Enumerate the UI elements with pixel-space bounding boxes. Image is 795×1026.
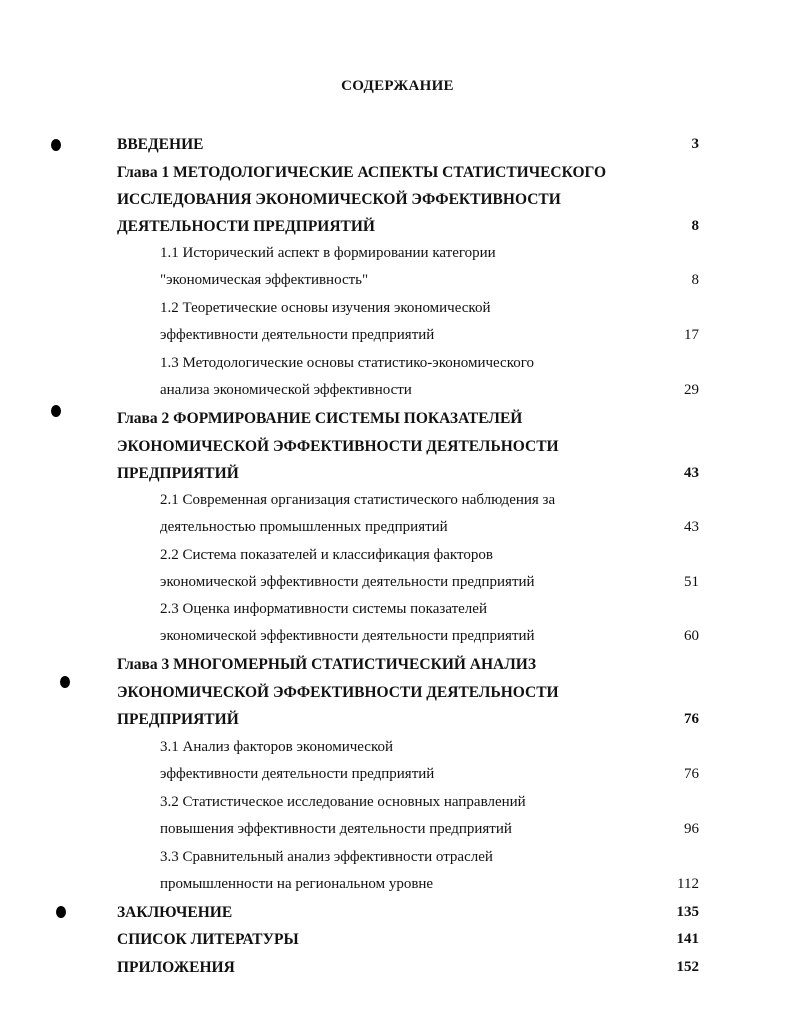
toc-section-2-2-line: 2.2 Система показателей и классификация факторов bbox=[160, 547, 493, 563]
toc-section-3-2-page: 96 bbox=[684, 821, 699, 837]
toc-chapter-3-line: Глава 3 МНОГОМЕРНЫЙ СТАТИСТИЧЕСКИЙ АНАЛИЗ bbox=[117, 656, 537, 673]
toc-section-2-3-line: экономической эффективности деятельности предприятий bbox=[160, 628, 535, 644]
toc-section-1-1-line: "экономическая эффективность" bbox=[160, 272, 369, 288]
toc-chapter-2-line: ПРЕДПРИЯТИЙ bbox=[117, 465, 239, 482]
toc-section-3-3-line: промышленности на региональном уровне bbox=[160, 876, 434, 892]
toc-section-1-2-line: 1.2 Теоретические основы изучения экономической bbox=[160, 300, 491, 316]
toc-chapter-1-line: ДЕЯТЕЛЬНОСТИ ПРЕДПРИЯТИЙ bbox=[117, 218, 375, 235]
toc-section-1-3-page: 29 bbox=[684, 382, 699, 398]
toc-chapter-2-line: Глава 2 ФОРМИРОВАНИЕ СИСТЕМЫ ПОКАЗАТЕЛЕЙ bbox=[117, 410, 523, 427]
toc-intro: ВВЕДЕНИЕ bbox=[117, 136, 204, 153]
toc-section-3-1-page: 76 bbox=[684, 766, 699, 782]
bullet-dot-icon bbox=[51, 139, 61, 151]
toc-references-page: 141 bbox=[676, 931, 699, 947]
toc-section-1-1-page: 8 bbox=[691, 272, 699, 288]
toc-section-1-3-line: 1.3 Методологические основы статистико-экономического bbox=[160, 355, 535, 371]
page-title: СОДЕРЖАНИЕ bbox=[341, 78, 454, 94]
toc-chapter-3-line: ЭКОНОМИЧЕСКОЙ ЭФФЕКТИВНОСТИ ДЕЯТЕЛЬНОСТИ bbox=[117, 684, 559, 701]
toc-section-3-2-line: повышения эффективности деятельности предприятий bbox=[160, 821, 512, 837]
toc-section-3-3-page: 112 bbox=[677, 876, 699, 892]
toc-section-3-3-line: 3.3 Сравнительный анализ эффективности отраслей bbox=[160, 849, 493, 865]
toc-references: СПИСОК ЛИТЕРАТУРЫ bbox=[117, 931, 299, 948]
toc-chapter-1-line: Глава 1 МЕТОДОЛОГИЧЕСКИЕ АСПЕКТЫ СТАТИСТИЧЕСКОГО bbox=[117, 164, 607, 181]
toc-conclusion: ЗАКЛЮЧЕНИЕ bbox=[117, 904, 233, 921]
toc-chapter-2-page: 43 bbox=[684, 465, 699, 481]
toc-section-1-2-page: 17 bbox=[684, 327, 699, 343]
toc-section-1-2-line: эффективности деятельности предприятий bbox=[160, 327, 435, 343]
toc-section-2-3-line: 2.3 Оценка информативности системы показателей bbox=[160, 601, 487, 617]
toc-chapter-1-line: ИССЛЕДОВАНИЯ ЭКОНОМИЧЕСКОЙ ЭФФЕКТИВНОСТИ bbox=[117, 191, 561, 208]
bullet-dot-icon bbox=[60, 676, 70, 688]
toc-section-3-1-line: 3.1 Анализ факторов экономической bbox=[160, 739, 394, 755]
toc-section-2-2-line: экономической эффективности деятельности предприятий bbox=[160, 574, 535, 590]
toc-section-3-1-line: эффективности деятельности предприятий bbox=[160, 766, 435, 782]
toc-intro-page: 3 bbox=[691, 136, 699, 152]
toc-section-1-1-line: 1.1 Исторический аспект в формировании категории bbox=[160, 245, 496, 261]
toc-appendix-page: 152 bbox=[676, 959, 699, 975]
toc-appendix: ПРИЛОЖЕНИЯ bbox=[117, 959, 235, 976]
bullet-dot-icon bbox=[56, 906, 66, 918]
toc-chapter-3-page: 76 bbox=[684, 711, 699, 727]
toc-section-2-1-page: 43 bbox=[684, 519, 699, 535]
toc-chapter-1-page: 8 bbox=[691, 218, 699, 234]
toc-section-2-1-line: деятельностью промышленных предприятий bbox=[160, 519, 448, 535]
toc-chapter-3-line: ПРЕДПРИЯТИЙ bbox=[117, 711, 239, 728]
toc-section-2-3-page: 60 bbox=[684, 628, 699, 644]
toc-conclusion-page: 135 bbox=[676, 904, 699, 920]
toc-chapter-2-line: ЭКОНОМИЧЕСКОЙ ЭФФЕКТИВНОСТИ ДЕЯТЕЛЬНОСТИ bbox=[117, 438, 559, 455]
bullet-dot-icon bbox=[51, 405, 61, 417]
toc-section-2-1-line: 2.1 Современная организация статистического наблюдения за bbox=[160, 492, 556, 508]
toc-section-3-2-line: 3.2 Статистическое исследование основных направлений bbox=[160, 794, 526, 810]
toc-section-2-2-page: 51 bbox=[684, 574, 699, 590]
toc-section-1-3-line: анализа экономической эффективности bbox=[160, 382, 412, 398]
